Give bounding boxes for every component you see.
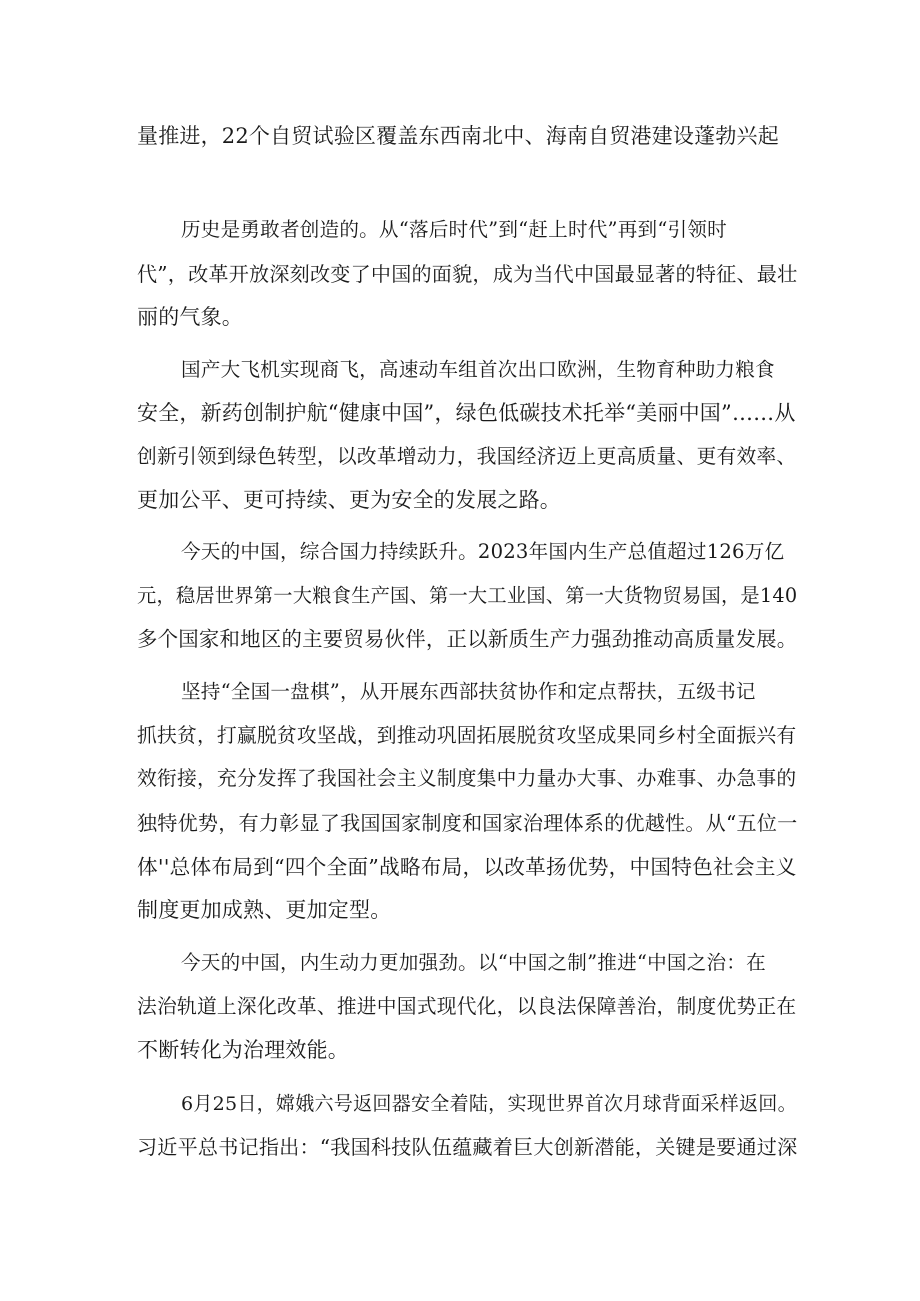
text-line: 今天的中国，内生动力更加强劲。以“中国之制”推进“中国之治：在 bbox=[181, 951, 766, 974]
text-line: 抓扶贫，打赢脱贫攻坚战，到推动巩固拓展脱贫攻坚成果同乡村全面振兴有 bbox=[137, 724, 797, 747]
text-line: 制度更加成熟、更加定型。 bbox=[137, 898, 392, 922]
text-line: 历史是勇敢者创造的。从“落后时代”到“赶上时代”再到“引领时 bbox=[181, 218, 727, 241]
text-line: 6月25日，嫦娥六号返回器安全着陆，实现世界首次月球背面采样返回。 bbox=[181, 1092, 797, 1115]
text-line: 创新引领到绿色转型，以改革增动力，我国经济迈上更高质量、更有效率、 bbox=[137, 445, 797, 468]
text-line: 体''总体布局到“四个全面”战略布局，以改革扬优势，中国特色社会主义 bbox=[137, 855, 797, 879]
text-line: 代”，改革开放深刻改变了中国的面貌，成为当代中国最显著的特征、最壮 bbox=[137, 262, 798, 286]
text-line: 国产大飞机实现商飞，高速动车组首次出口欧洲，生物育种助力粮食 bbox=[181, 358, 775, 381]
text-line: 丽的气象。 bbox=[137, 305, 243, 329]
text-line: 多个国家和地区的主要贸易伙伴，正以新质生产力强劲推动高质量发展。 bbox=[137, 627, 798, 651]
text-line: 安全，新药创制护航“健康中国”，绿色低碳技术托举“美丽中国”……从 bbox=[137, 401, 796, 425]
text-line: 元，稳居世界第一大粮食生产国、第一大工业国、第一大货物贸易国，是140 bbox=[137, 584, 798, 607]
text-line: 独特优势，有力彰显了我国国家制度和国家治理体系的优越性。从“五位一 bbox=[137, 811, 798, 835]
text-line: 今天的中国，综合国力持续跃升。2023年国内生产总值超过126万亿 bbox=[181, 540, 785, 563]
text-line: 不断转化为治理效能。 bbox=[137, 1038, 349, 1062]
text-line: 习近平总书记指出：“我国科技队伍蕴藏着巨大创新潜能，关键是要通过深 bbox=[137, 1135, 798, 1159]
text-line: 法治轨道上深化改革、推进中国式现代化，以良法保障善治，制度优势正在 bbox=[137, 995, 797, 1018]
text-line: 量推进，22个自贸试验区覆盖东西南北中、海南自贸港建设蓬勃兴起 bbox=[137, 124, 779, 148]
text-line: 坚持“全国一盘棋”，从开展东西部扶贫协作和定点帮扶，五级书记 bbox=[181, 680, 756, 703]
text-line: 效衔接，充分发挥了我国社会主义制度集中力量办大事、办难事、办急事的 bbox=[137, 767, 797, 790]
text-line: 更加公平、更可持续、更为安全的发展之路。 bbox=[137, 488, 561, 512]
